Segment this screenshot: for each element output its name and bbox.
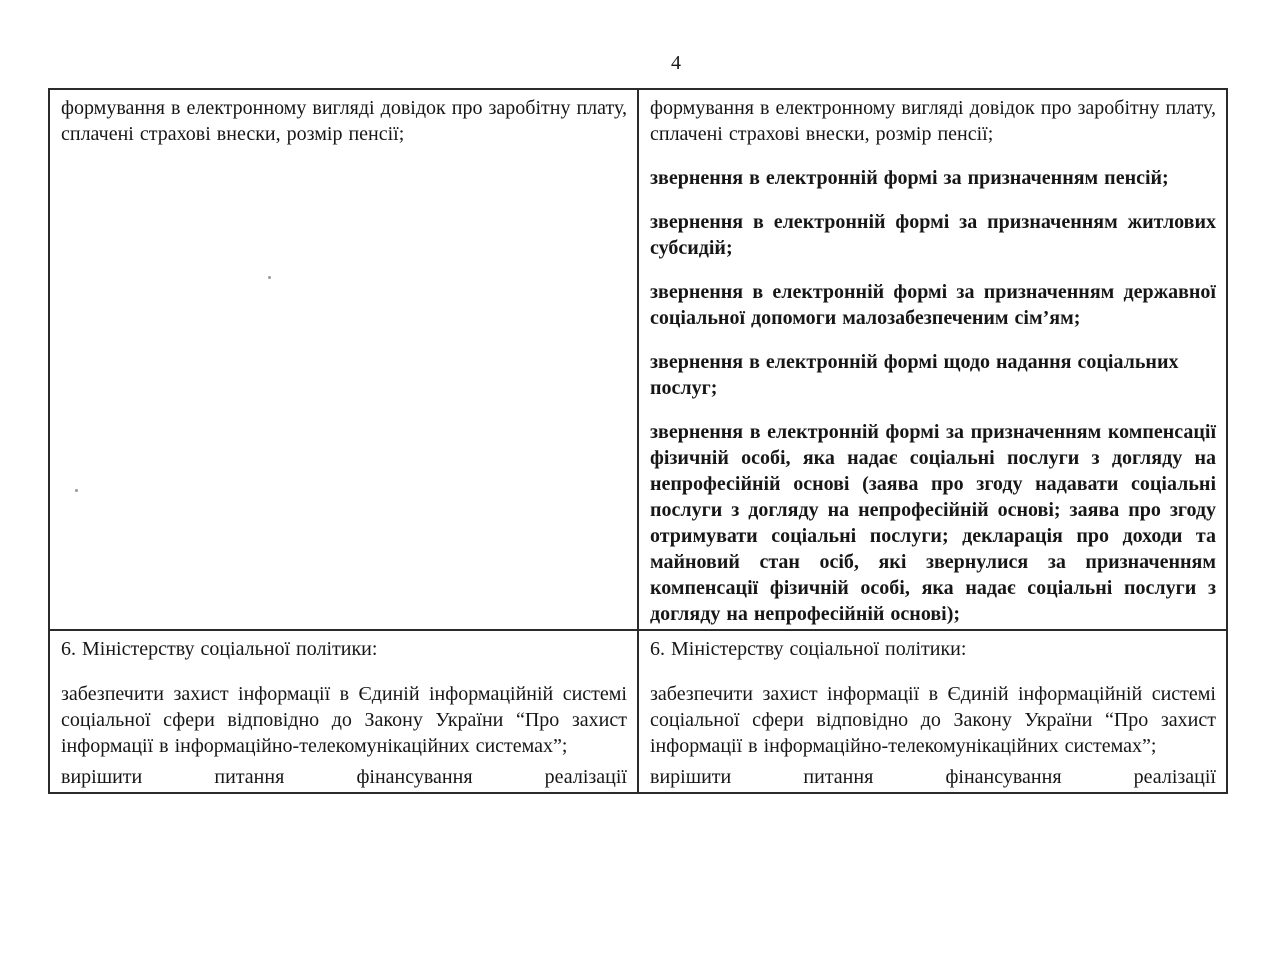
scan-speck [268, 276, 271, 279]
paragraph-zvernennia-dopomoha: звернення в електронній формі за призначенням державної соціальної допомоги малозабезпеченим сім’ям; [650, 281, 1216, 329]
table-cell-r2-right [638, 630, 1227, 793]
table-cell-r1-right [638, 89, 1227, 630]
page-number: 4 [671, 52, 681, 74]
paragraph-vyrishyty-right: вирішити питання фінансування реалізації [650, 766, 1216, 788]
document-table [48, 88, 1228, 794]
paragraph-formuvannia-left: формування в електронному вигляді довідок про заробітну плату, сплачені страхові внески, розмір пенсії; [61, 97, 627, 145]
paragraph-zvernennia-subsydii: звернення в електронній формі за призначенням житлових субсидій; [650, 211, 1216, 259]
paragraph-vyrishyty-left: вирішити питання фінансування реалізації [61, 766, 627, 788]
table-cell-r1-left [49, 89, 638, 630]
paragraph-zvernennia-pensii: звернення в електронній формі за призначенням пенсій; [650, 167, 1169, 189]
table-row-1 [49, 89, 1227, 630]
scan-speck [75, 489, 78, 492]
paragraph-formuvannia-right: формування в електронному вигляді довідок про заробітну плату, сплачені страхові внески, розмір пенсії; [650, 97, 1216, 145]
paragraph-zakhyst-right: забезпечити захист інформації в Єдиній інформаційній системі соціальної сфери відповідно до Закону України “Про захист інформації в інформаційно-телекомунікаційних системах”; [650, 683, 1216, 757]
table-row-2 [49, 630, 1227, 793]
paragraph-ministry-heading-right: 6. Міністерству соціальної політики: [650, 638, 967, 660]
paragraph-zvernennia-posluhy: звернення в електронній формі щодо надання соціальних послуг; [650, 351, 1179, 399]
table-cell-r2-left [49, 630, 638, 793]
paragraph-zvernennia-kompensatsiia: звернення в електронній формі за призначенням компенсації фізичній особі, яка надає соціальні послуги з догляду на непрофесійній основі (заява про згоду надавати соціальні послуги з догляду на непрофесійній основі; заява про згоду отримувати соціальні послуги; декларація про доходи та майновий стан осіб, які звернулися за призначенням компенсації фізичній особі, яка надає соціальні послуги з догляду на непрофесійній основі); [650, 421, 1216, 625]
paragraph-ministry-heading-left: 6. Міністерству соціальної політики: [61, 638, 378, 660]
paragraph-zakhyst-left: забезпечити захист інформації в Єдиній інформаційній системі соціальної сфери відповідно до Закону України “Про захист інформації в інформаційно-телекомунікаційних системах”; [61, 683, 627, 757]
